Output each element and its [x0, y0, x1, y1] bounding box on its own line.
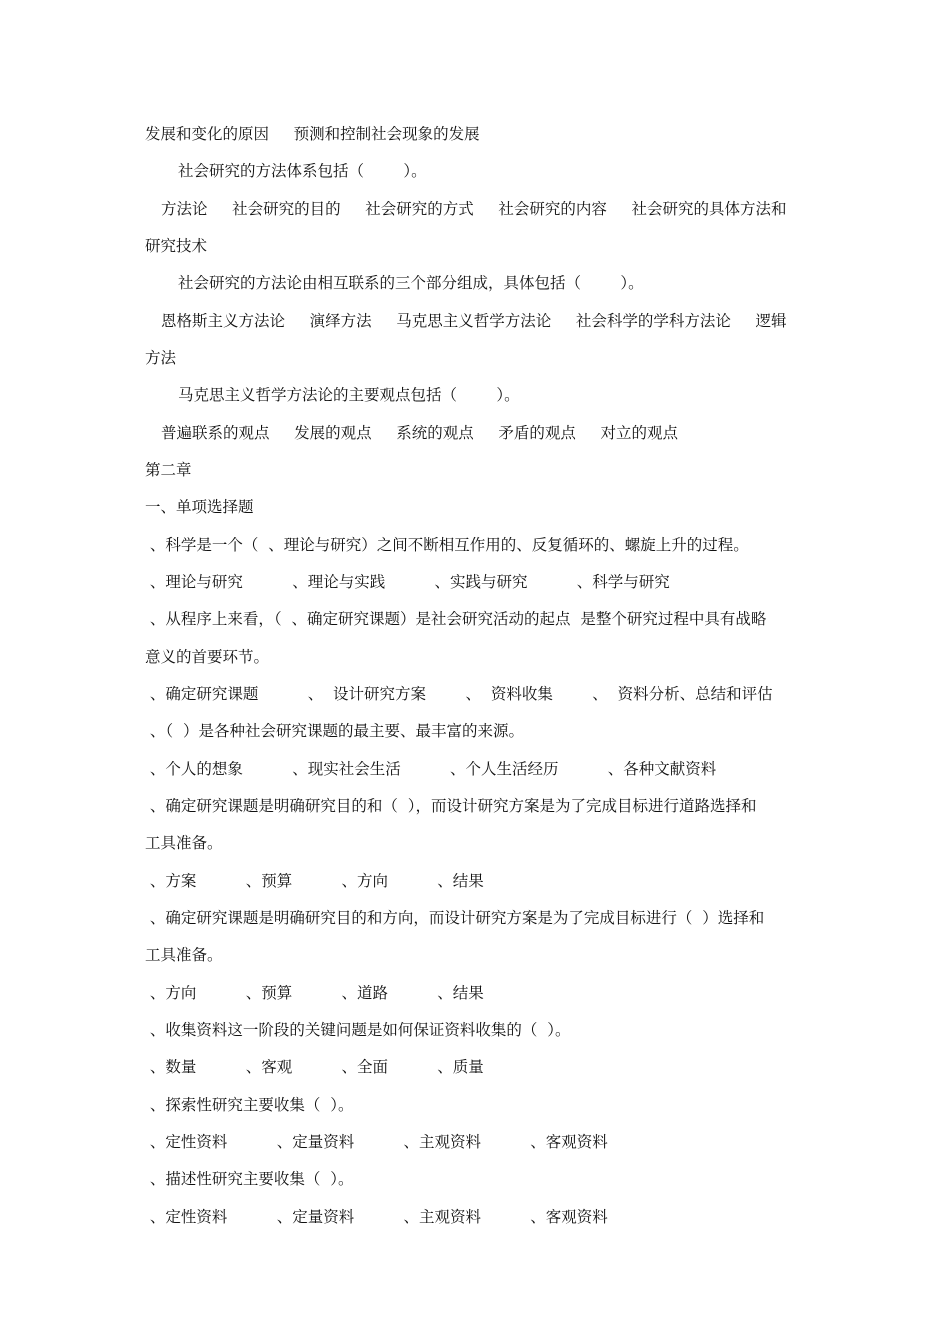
text-line: 方法 — [145, 349, 177, 367]
text-line: 发展和变化的原因 预测和控制社会现象的发展 — [145, 125, 480, 143]
options-line: 恩格斯主义方法论 演绎方法 马克思主义哲学方法论 社会科学的学科方法论 逻辑 — [161, 312, 787, 330]
options-line: 、确定研究课题 、 设计研究方案 、 资料收集 、 资料分析、总结和评估 — [145, 685, 773, 703]
question-line: 、收集资料这一阶段的关键问题是如何保证资料收集的（ ）。 — [145, 1021, 571, 1039]
question-line: 、从程序上来看，（ 、确定研究课题）是社会研究活动的起点 是整个研究过程中具有战略 — [145, 610, 767, 628]
options-line: 、个人的想象 、现实社会生活 、个人生活经历 、各种文献资料 — [145, 760, 717, 778]
options-line: 、定性资料 、定量资料 、主观资料 、客观资料 — [145, 1133, 608, 1151]
question-line: 、确定研究课题是明确研究目的和（ ），而设计研究方案是为了完成目标进行道路选择和 — [145, 797, 757, 815]
question-line: 社会研究的方法论由相互联系的三个部分组成，具体包括（ ）。 — [178, 274, 644, 292]
section-heading: 一、单项选择题 — [145, 498, 254, 516]
options-line: 、定性资料 、定量资料 、主观资料 、客观资料 — [145, 1208, 608, 1226]
question-line: 、（ ）是各种社会研究课题的最主要、最丰富的来源。 — [145, 722, 525, 740]
question-line: 、描述性研究主要收集（ ）。 — [145, 1170, 354, 1188]
options-line: 、数量 、客观 、全面 、质量 — [145, 1058, 484, 1076]
question-line: 马克思主义哲学方法论的主要观点包括（ ）。 — [178, 386, 520, 404]
options-line: 、方案 、预算 、方向 、结果 — [145, 872, 484, 890]
options-line: 、理论与研究 、理论与实践 、实践与研究 、科学与研究 — [145, 573, 670, 591]
question-line: 社会研究的方法体系包括（ ）。 — [178, 162, 427, 180]
question-line: 、科学是一个（ 、理论与研究）之间不断相互作用的、反复循环的、螺旋上升的过程。 — [145, 536, 749, 554]
options-line: 方法论 社会研究的目的 社会研究的方式 社会研究的内容 社会研究的具体方法和 — [161, 200, 787, 218]
chapter-heading: 第二章 — [145, 461, 192, 479]
text-line: 研究技术 — [145, 237, 208, 255]
options-line: 普遍联系的观点 发展的观点 系统的观点 矛盾的观点 对立的观点 — [161, 424, 679, 442]
text-line: 工具准备。 — [145, 834, 223, 852]
question-line: 、确定研究课题是明确研究目的和方向，而设计研究方案是为了完成目标进行（ ）选择和 — [145, 909, 765, 927]
options-line: 、方向 、预算 、道路 、结果 — [145, 984, 484, 1002]
text-line: 工具准备。 — [145, 946, 223, 964]
question-line: 、探索性研究主要收集（ ）。 — [145, 1096, 354, 1114]
text-line: 意义的首要环节。 — [145, 648, 270, 666]
